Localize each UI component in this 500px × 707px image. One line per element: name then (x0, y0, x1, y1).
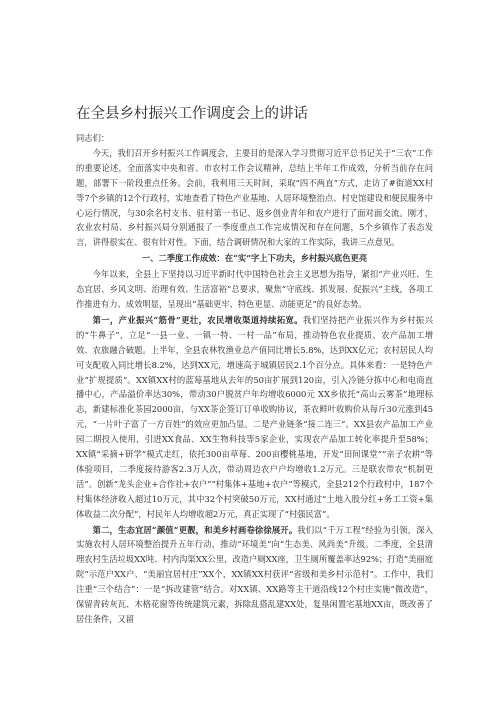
document-body (76, 125, 433, 627)
point-two-lead: 第二，生态宜居“颜值”更靓，和美乡村画卷徐徐展开。 (92, 524, 298, 535)
point-one-lead: 第一，产业振兴“筋骨”更壮，农民增收渠道持续拓宽。 (92, 314, 303, 325)
point-one-body: 我们坚持把产业振兴作为乡村振兴的“牛鼻子”，立足“一县一业、一镇一特、一村一品”布局，推动特色农业提质、农产品加工增效、农旅融合破题。上半年，全县农林牧渔业总产值同比增长5.8%，达到XX亿元；农村居民人均可支配收入同比增长8.2%，达到XX元，增速高于城镇居民2.1个百分点。具体来看：一是特色产业“扩规提质”。XX镇XX村的蓝莓基地从去年的50亩扩展到120亩，引入冷链分拣中心和电商直播中心，产品溢价率达30%，带动30户脱贫户年均增收6000元 XX乡依托“高山云雾茶”地理标志，新建标准化茶园2000亩，与XX茶企签订订单收购协议，茶农鲜叶收购价从每斤30元涨到45元，“一片叶子富了一方百姓”的效应更加凸显。二是产业链条“接二连三”。XX县农产品加工产业园二期投入使用，引进XX食品、XX生物科技等5家企业，实现农产品加工转化率提升至58%；XX镇“采摘+研学”模式走红，依托300亩草莓、200亩樱桃基地，开发“田间课堂”“亲子农耕”等体验项目，二季度接待游客2.3万人次，带动周边农户户均增收1.2万元。三是联农带农“机制更活”。创新“龙头企业+合作社+农户”“村集体+基地+农户”等模式，全县212个行政村中，187个村集体经济收入超过10万元，其中32个村突破50万元，XX村通过“土地入股分红+务工工资+集体收益二次分配”，村民年人均增收超2万元，真正实现了“村强民富”。 (76, 314, 433, 519)
document-title: 在全县乡村振兴工作调度会上的讲话 (76, 106, 308, 122)
intro-paragraph: 今天，我们召开乡村振兴工作调度会，主要目的是深入学习贯彻习近平总书记关于“三农”工作的重要论述，全面落实中央和省、市农村工作会议精神，总结上半年工作成效，分析当前存在问题，部署下一阶段重点任务。会前，我利用三天时间，采取“四不两直”方式，走访了#街道XX村等7个乡镇的12个行政村，实地查看了特色产业基地、人居环境整治点、村史馆建设和便民服务中心运行情况，与30余名村支书、驻村第一书记、返乡创业青年和农户进行了面对面交流。刚才，农业农村局、乡村振兴局分别通报了一季度重点工作完成情况和存在问题，5个乡镇作了表态发言，讲得很实在、很有针对性。下面，结合调研情况和大家的工作实际，我讲三点意见。 (76, 147, 433, 248)
section-intro-paragraph: 今年以来，全县上下坚持以习近平新时代中国特色社会主义思想为指导，紧扣“产业兴旺、生态宜居、乡风文明、治理有效、生活富裕”总要求，聚焦“守底线、抓发展、促振兴”主线，各项工作推进有力、成效明显，呈现出“基础更牢、特色更显、动能更足”的良好态势。 (76, 269, 433, 309)
salutation: 同志们： (76, 133, 110, 143)
section-heading: 一、二季度工作成效：在“实”字上下功夫，乡村振兴底色更亮 (141, 253, 368, 264)
point-one-paragraph (76, 313, 433, 522)
point-two-paragraph (76, 523, 433, 627)
point-two-body: 我们以“千万工程”经验为引领，深入实施农村人居环境整治提升五年行动，推动“环境美”向“生态美、风尚美”升级。二季度，全县清理农村生活垃圾XX吨、村内沟渠XX公里，改造户厕XX座，卫生厕所覆盖率达92%；打造“美丽庭院”示范户XX户、“美丽宜居村庄”XX个，XX镇XX村获评“省级和美乡村示范村”。工作中，我们注重“三个结合”：一是“拆改建管”结合。对XX镇、XX路等主干道沿线12个村庄实施“微改造”，保留青砖灰瓦、木格花窗等传统建筑元素，拆除乱搭乱建XX处，复垦闲置宅基地XX亩，既改善了居住条件，又留 (76, 524, 433, 624)
